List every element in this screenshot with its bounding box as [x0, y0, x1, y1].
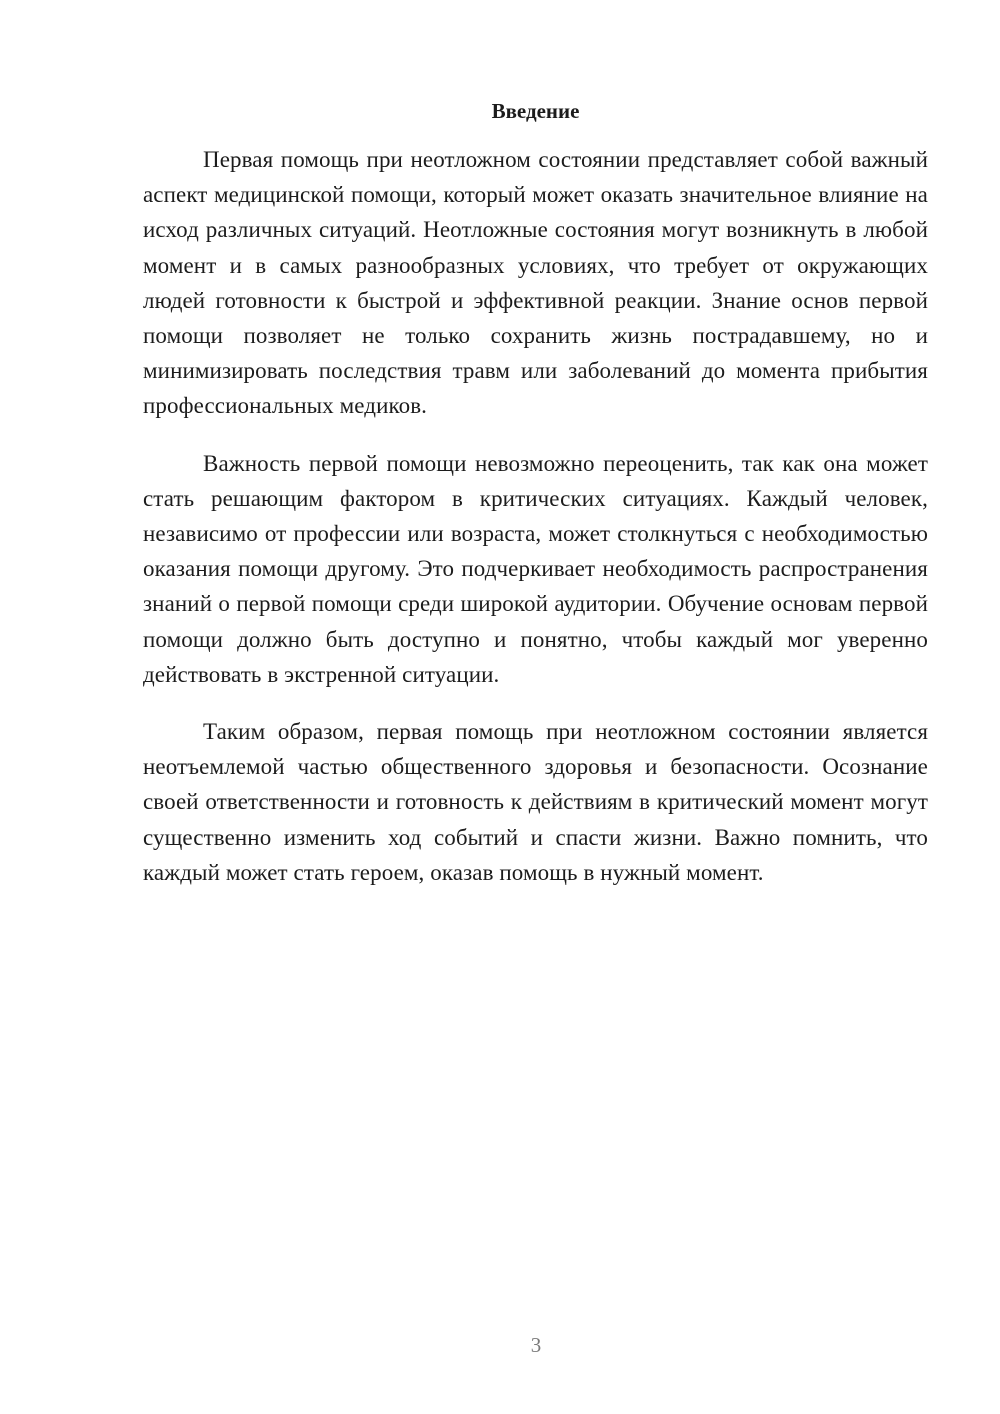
paragraph-1: Первая помощь при неотложном состоянии представляет собой важный аспект медицинской помощи, который может оказать значительное влияние на исход различных ситуаций. Неотложные состояния могут возникнуть в любой момент и в самых разнообразных условиях, что требует от окружающих людей готовности к быстрой и эффективной реакции. Знание основ первой помощи позволяет не только сохранить жизнь пострадавшему, но и минимизировать последствия травм или заболеваний до момента прибытия профессиональных медиков.: [143, 147, 928, 419]
document-body: [143, 142, 928, 912]
page-title: Введение: [491, 99, 580, 123]
paragraph-3: Таким образом, первая помощь при неотложном состоянии является неотъемлемой частью общественного здоровья и безопасности. Осознание своей ответственности и готовность к действиям в критический момент могут существенно изменить ход событий и спасти жизни. Важно помнить, что каждый может стать героем, оказав помощь в нужный момент.: [143, 719, 928, 885]
page-number: 3: [530, 1333, 542, 1357]
paragraph-2: Важность первой помощи невозможно переоценить, так как она может стать решающим фактором в критических ситуациях. Каждый человек, независимо от профессии или возраста, может столкнуться с необходимостью оказания помощи другому. Это подчеркивает необходимость распространения знаний о первой помощи среди широкой аудитории. Обучение основам первой помощи должно быть доступно и понятно, чтобы каждый мог уверенно действовать в экстренной ситуации.: [143, 450, 928, 687]
